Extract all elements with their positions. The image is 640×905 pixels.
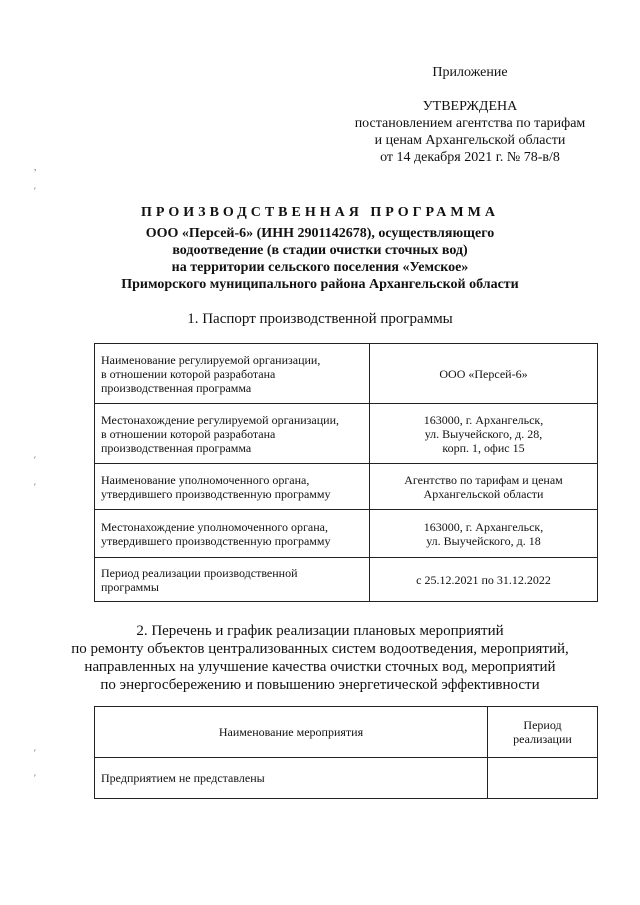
table-row xyxy=(95,404,598,464)
measures-table xyxy=(94,706,598,799)
passport-value xyxy=(370,558,598,602)
approval-block xyxy=(330,98,610,166)
passport-label xyxy=(95,464,370,510)
margin-mark: ′ xyxy=(34,748,36,758)
header-period xyxy=(488,707,598,758)
section2-title-line: 2. Перечень и график реализации плановых мероприятий xyxy=(136,623,504,639)
margin-mark: ′ xyxy=(34,455,36,465)
passport-value xyxy=(370,344,598,404)
value-line: Архангельской области xyxy=(423,486,544,501)
label-line: Местонахождение регулируемой организации, xyxy=(101,412,340,427)
passport-value xyxy=(370,510,598,558)
section2-title-line: направленных на улучшение качества очистки сточных вод, мероприятий xyxy=(84,659,556,675)
label-line: в отношении которой разработана xyxy=(101,426,276,441)
label-line: Местонахождение уполномоченного органа, xyxy=(101,519,328,534)
value-line: ООО «Персей-6» xyxy=(439,366,528,381)
passport-value xyxy=(370,404,598,464)
section2-title xyxy=(0,622,640,694)
program-line: на территории сельского поселения «Уемское» xyxy=(171,260,469,275)
value-line: ул. Выучейского, д. 18 xyxy=(426,533,541,548)
passport-label xyxy=(95,558,370,602)
margin-mark: ′ xyxy=(34,773,36,783)
value-line: 163000, г. Архангельск, xyxy=(423,412,544,427)
passport-label xyxy=(95,404,370,464)
table-row xyxy=(95,558,598,602)
label-line: производственная программа xyxy=(101,380,252,395)
table-row xyxy=(95,510,598,558)
passport-label xyxy=(95,344,370,404)
table-row xyxy=(95,758,598,799)
header-period-line: Период xyxy=(523,718,562,732)
approval-line: от 14 декабря 2021 г. № 78-в/8 xyxy=(380,150,560,165)
passport-table xyxy=(94,343,598,602)
label-line: утвердившего производственную программу xyxy=(101,533,331,548)
margin-mark: ′ xyxy=(34,186,36,196)
value-line: ул. Выучейского, д. 28, xyxy=(424,426,543,441)
value-line: 163000, г. Архангельск, xyxy=(423,519,544,534)
measure-period xyxy=(488,758,598,799)
header-period-line: реализации xyxy=(513,732,572,746)
program-line: Приморского муниципального района Архангельской области xyxy=(121,277,519,292)
label-line: в отношении которой разработана xyxy=(101,366,276,381)
program-heading xyxy=(90,204,550,293)
measure-name: Предприятием не представлены xyxy=(95,758,488,799)
passport-value xyxy=(370,464,598,510)
label-line: Период реализации производственной xyxy=(101,565,298,580)
value-line: Агентство по тарифам и ценам xyxy=(404,472,563,487)
section2-title-line: по ремонту объектов централизованных систем водоотведения, мероприятий, xyxy=(71,641,569,657)
approval-line: и ценам Архангельской области xyxy=(374,133,566,148)
appendix-label: Приложение xyxy=(432,65,508,80)
section2-title-line: по энергосбережению и повышению энергетической эффективности xyxy=(100,677,540,693)
value-line: корп. 1, офис 15 xyxy=(442,440,525,455)
program-title: ПРОИЗВОДСТВЕННАЯ ПРОГРАММА xyxy=(141,205,499,220)
passport-label xyxy=(95,510,370,558)
label-line: производственная программа xyxy=(101,440,252,455)
margin-mark: ′ xyxy=(34,482,36,492)
program-line: ООО «Персей-6» (ИНН 2901142678), осуществляющего xyxy=(145,226,495,241)
value-line: с 25.12.2021 по 31.12.2022 xyxy=(416,572,551,587)
table-row xyxy=(95,464,598,510)
table-header-row xyxy=(95,707,598,758)
section1-title: 1. Паспорт производственной программы xyxy=(187,311,453,327)
approval-line: постановлением агентства по тарифам xyxy=(354,116,586,131)
margin-mark: , xyxy=(34,162,37,172)
label-line: Наименование регулируемой организации, xyxy=(101,352,321,367)
label-line: программы xyxy=(101,579,159,594)
program-line: водоотведение (в стадии очистки сточных вод) xyxy=(172,243,468,258)
label-line: утвердившего производственную программу xyxy=(101,486,331,501)
table-row xyxy=(95,344,598,404)
label-line: Наименование уполномоченного органа, xyxy=(101,472,310,487)
approved-word: УТВЕРЖДЕНА xyxy=(422,99,518,114)
header-name: Наименование мероприятия xyxy=(95,707,488,758)
